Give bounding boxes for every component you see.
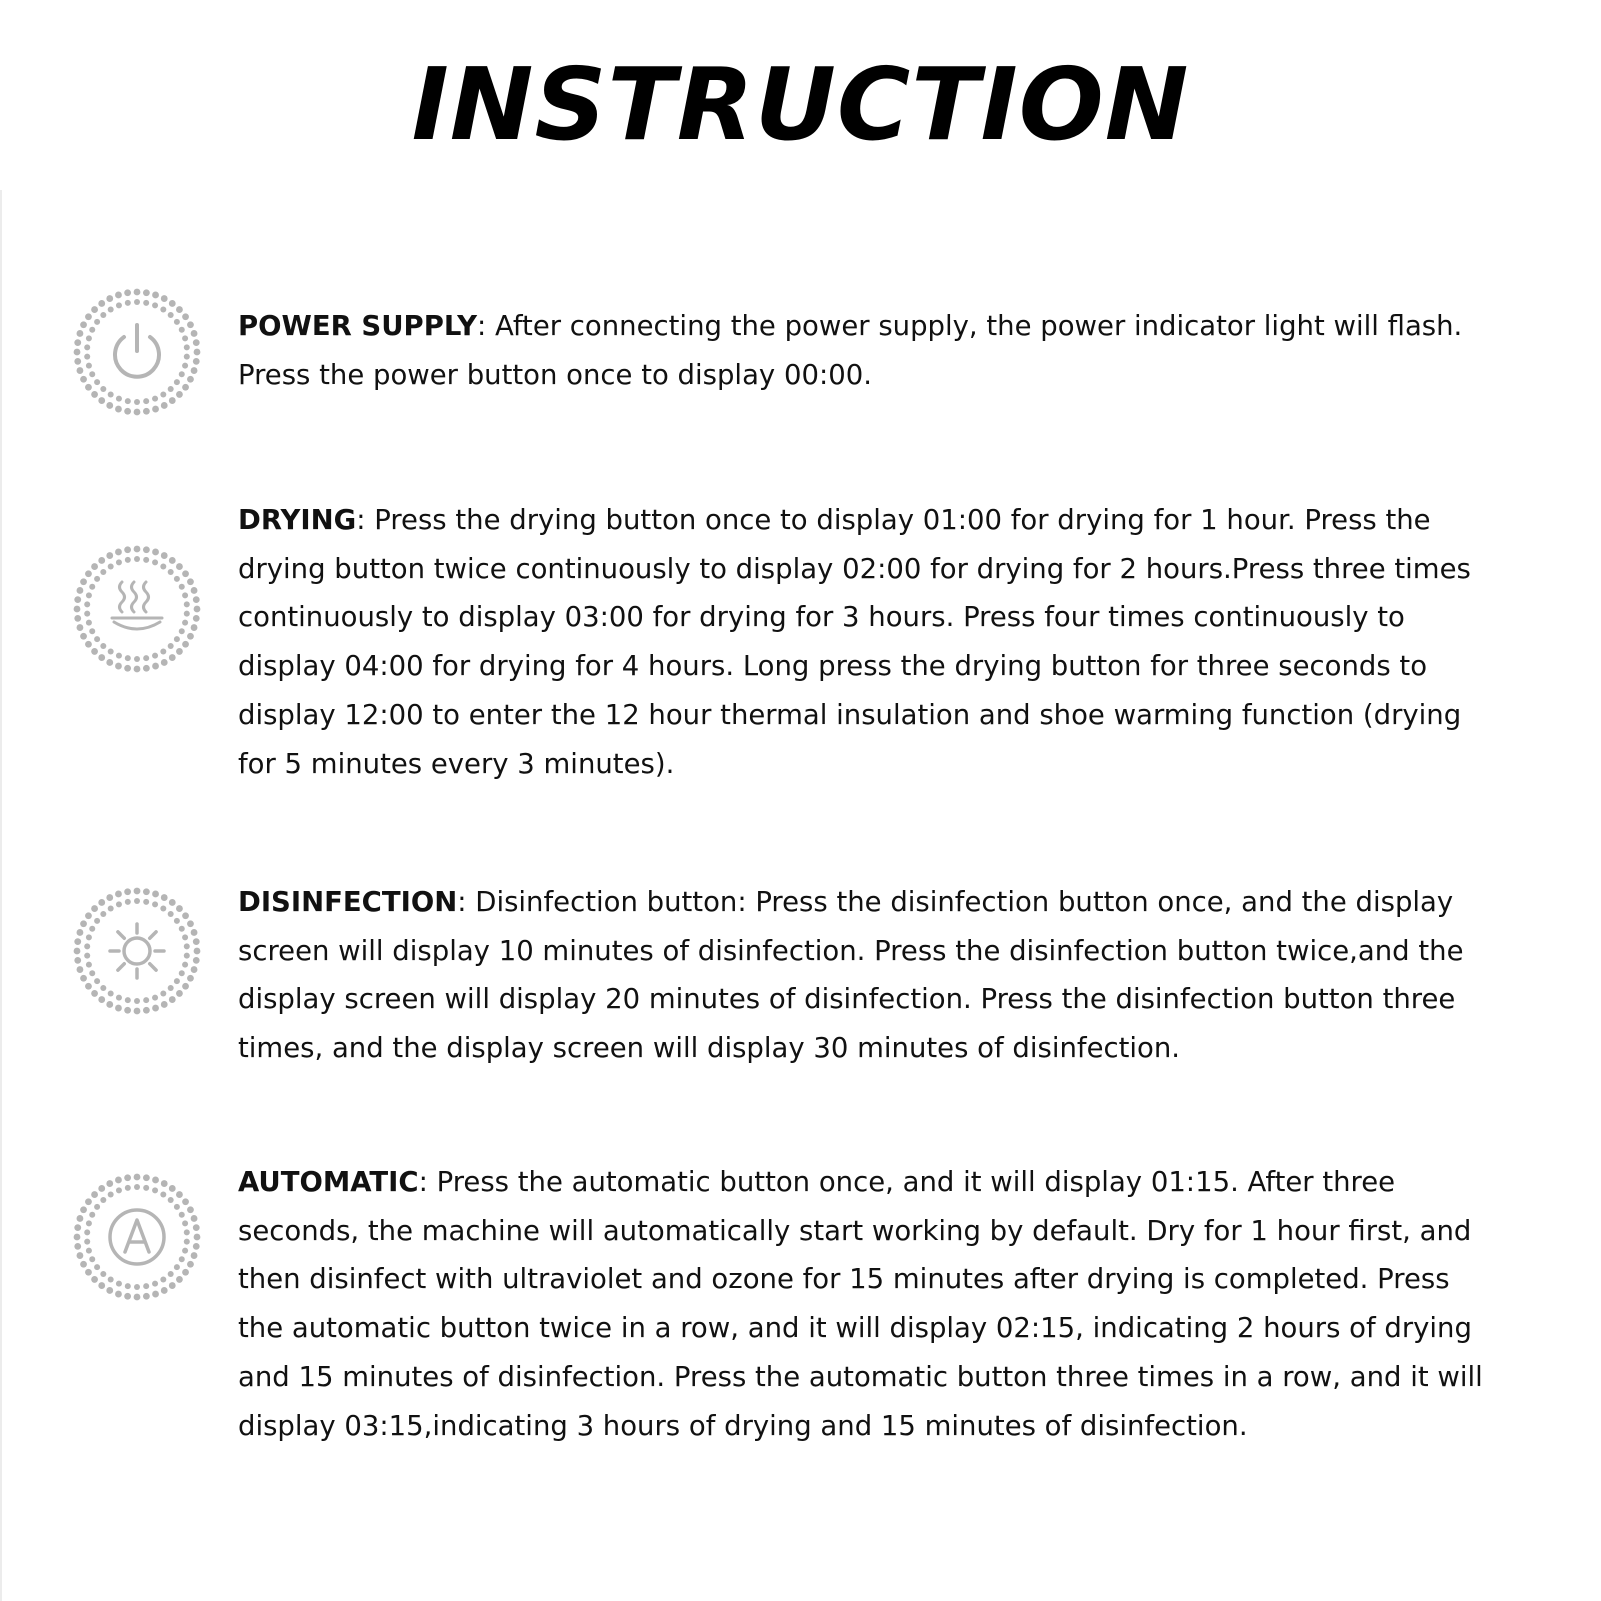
- heading-separator: :: [418, 1166, 437, 1198]
- sun-icon: [72, 886, 202, 1016]
- section-body: Press the automatic button once, and it will display 01:15. After three seconds, the machine will automatically start working by default. Dry for 1 hour first, and then disinfect with ultraviolet and ozone for 15 minutes after drying is completed. Press the automatic button twice in a row, and it will display 02:15, indicating 2 hours of drying and 15 minutes of disinfection. Press the automatic button three times in a row, and it will display 03:15,indicating 3 hours of drying and 15 minutes of disinfection.: [238, 1166, 1483, 1442]
- left-divider: [0, 190, 2, 1601]
- section-text: [238, 302, 1488, 399]
- heading-separator: :: [356, 504, 375, 536]
- heading-separator: :: [457, 886, 476, 918]
- section-text: [238, 1158, 1488, 1450]
- section-heading: AUTOMATIC: [238, 1166, 419, 1198]
- section-text: [238, 878, 1488, 1073]
- section-heading: DISINFECTION: [238, 886, 458, 918]
- section-body: After connecting the power supply, the power indicator light will flash. Press the power button once to display 00:00.: [238, 310, 1463, 391]
- letter-a-icon: [72, 1172, 202, 1302]
- section-heading: DRYING: [238, 504, 357, 536]
- power-icon: [72, 287, 202, 417]
- steam-dish-icon: [72, 544, 202, 674]
- section-body: Press the drying button once to display 01:00 for drying for 1 hour. Press the drying button twice continuously to display 02:00 for drying for 2 hours.Press three times continuously to display 03:00 for drying for 3 hours. Press four times continuously to display 04:00 for drying for 4 hours. Long press the drying button for three seconds to display 12:00 to enter the 12 hour thermal insulation and shoe warming function (drying for 5 minutes every 3 minutes).: [238, 504, 1471, 780]
- section-text: [238, 496, 1488, 788]
- section-body: Disinfection button: Press the disinfection button once, and the display screen will display 10 minutes of disinfection. Press the disinfection button twice,and the display screen will display 20 minutes of disinfection. Press the disinfection button three times, and the display screen will display 30 minutes of disinfection.: [238, 886, 1464, 1065]
- section-heading: POWER SUPPLY: [238, 310, 478, 342]
- page-title: INSTRUCTION: [411, 46, 1190, 163]
- heading-separator: :: [477, 310, 496, 342]
